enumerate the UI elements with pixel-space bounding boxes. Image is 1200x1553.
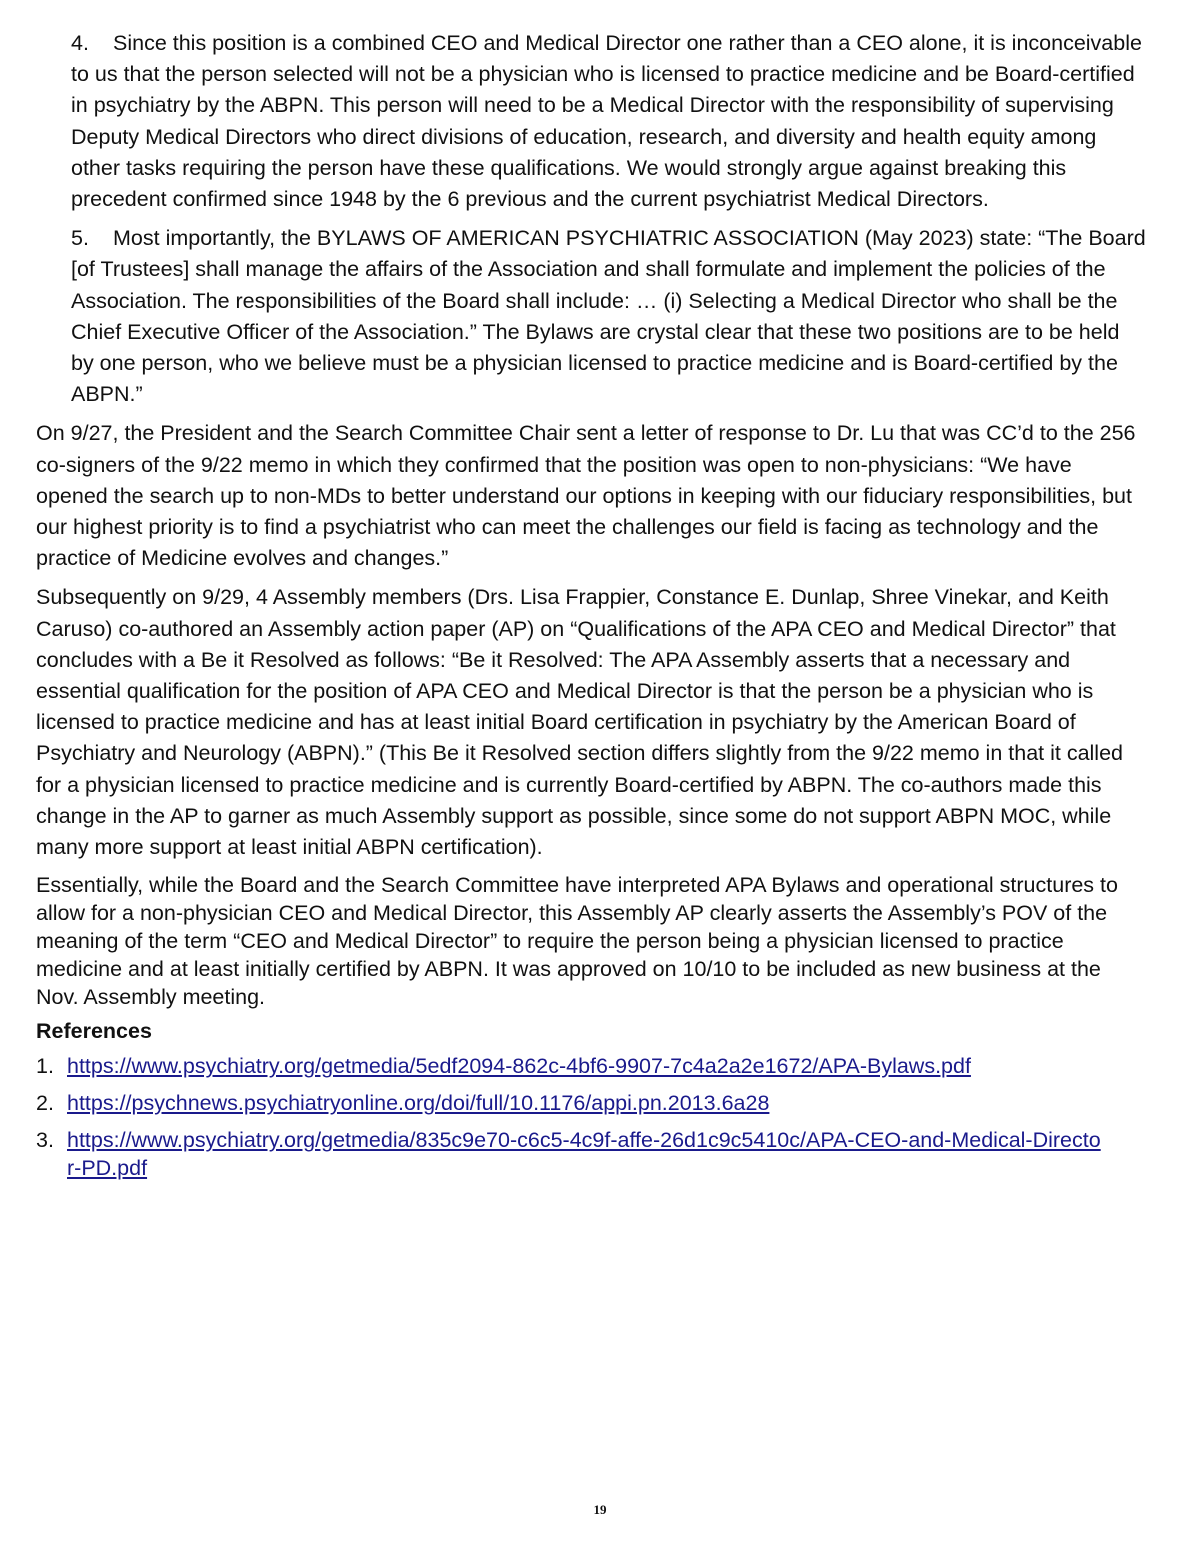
reference-item xyxy=(36,1126,1146,1182)
page-number: 19 xyxy=(593,1502,607,1517)
item-text: Most importantly, the BYLAWS OF AMERICAN PSYCHIATRIC ASSOCIATION (May 2023) state: “The Board [of Trustees] shall manage the affairs of the Association and shall formulate and implement the policies of the Association. The responsibilities of the Board shall include: … (i) Selecting a Medical Director who shall be the Chief Executive Officer of the Association.” The Bylaws are crystal clear that these two positions are to be held by one person, who we believe must be a physician licensed to practice medicine and is Board-certified by the ABPN.” xyxy=(71,226,1146,407)
numbered-item-4 xyxy=(71,28,1146,215)
references-heading: References xyxy=(36,1019,152,1044)
reference-link[interactable]: https://www.psychiatry.org/getmedia/835c9e70-c6c5-4c9f-affe-26d1c9c5410c/APA-CEO-and-Medical-Director-PD.pdf xyxy=(67,1128,1101,1181)
reference-link[interactable]: https://psychnews.psychiatryonline.org/doi/full/10.1176/appi.pn.2013.6a28 xyxy=(67,1091,770,1116)
reference-item xyxy=(36,1052,1146,1080)
paragraph-action-paper: Subsequently on 9/29, 4 Assembly members (Drs. Lisa Frappier, Constance E. Dunlap, Shree Vinekar, and Keith Caruso) co-authored an Assembly action paper (AP) on “Qualifications of the APA CEO and Medical Director” that concludes with a Be it Resolved as follows: “Be it Resolved: The APA Assembly asserts that a necessary and essential qualification for the position of APA CEO and Medical Director is that the person be a physician who is licensed to practice medicine and has at least initial Board certification in psychiatry by the American Board of Psychiatry and Neurology (ABPN).” (This Be it Resolved section differs slightly from the 9/22 memo in that it called for a physician licensed to practice medicine and is currently Board-certified by ABPN. The co-authors made this change in the AP to garner as much Assembly support as possible, since some do not support ABPN MOC, while many more support at least initial ABPN certification). xyxy=(36,585,1123,860)
reference-item xyxy=(36,1089,1146,1117)
item-number: 4. xyxy=(71,31,89,55)
item-text: Since this position is a combined CEO and Medical Director one rather than a CEO alone, it is inconceivable to us that the person selected will not be a physician who is licensed to practice medicine and be Board-certified in psychiatry by the ABPN. This person will need to be a Medical Director with the responsibility of supervising Deputy Medical Directors who direct divisions of education, research, and diversity and health equity among other tasks requiring the person have these qualifications. We would strongly argue against breaking this precedent confirmed since 1948 by the 6 previous and the current psychiatrist Medical Directors. xyxy=(71,31,1142,212)
reference-number: 1. xyxy=(36,1054,54,1079)
reference-number: 3. xyxy=(36,1128,54,1153)
reference-number: 2. xyxy=(36,1091,54,1116)
numbered-item-5 xyxy=(71,223,1146,410)
item-number: 5. xyxy=(71,226,89,251)
reference-link[interactable]: https://www.psychiatry.org/getmedia/5edf2094-862c-4bf6-9907-7c4a2a2e1672/APA-Bylaws.pdf xyxy=(67,1054,971,1079)
document-page xyxy=(36,28,1146,1191)
paragraph-conclusion: Essentially, while the Board and the Search Committee have interpreted APA Bylaws and operational structures to allow for a non-physician CEO and Medical Director, this Assembly AP clearly asserts the Assembly’s POV of the meaning of the term “CEO and Medical Director” to require the person being a physician licensed to practice medicine and at least initially certified by ABPN. It was approved on 10/10 to be included as new business at the Nov. Assembly meeting. xyxy=(36,873,1118,1010)
paragraph-response-letter: On 9/27, the President and the Search Committee Chair sent a letter of response to Dr. Lu that was CC’d to the 256 co-signers of the 9/22 memo in which they confirmed that the position was open to non-physicians: “We have opened the search up to non-MDs to better understand our options in keeping with our fiduciary responsibilities, but our highest priority is to find a psychiatrist who can meet the challenges our field is facing as technology and the practice of Medicine evolves and changes.” xyxy=(36,421,1136,571)
